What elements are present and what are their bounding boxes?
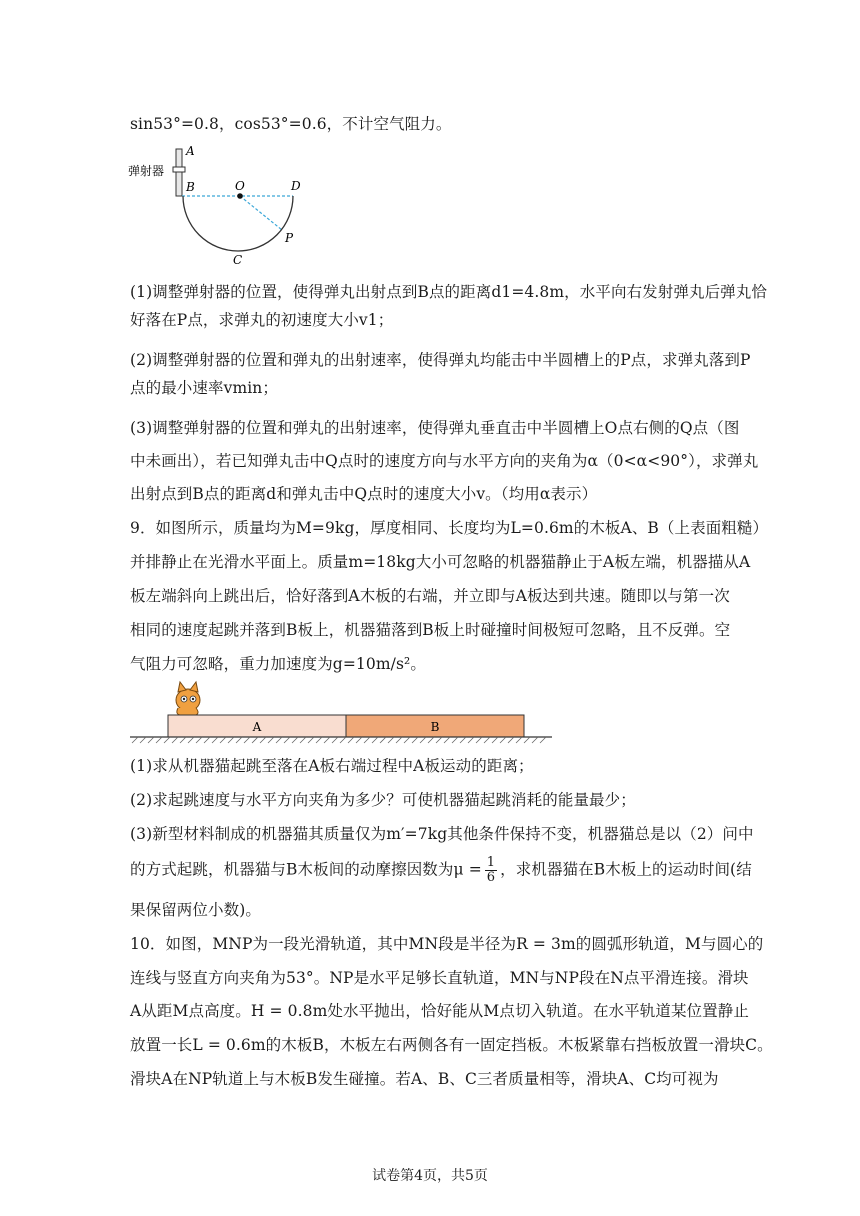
text-line: (1)求从机器猫起跳至落在A板右端过程中A板运动的距离； bbox=[130, 757, 534, 775]
fraction-numerator: 1 bbox=[486, 855, 496, 870]
page-footer: 试卷第4页，共5页 bbox=[372, 1168, 488, 1184]
text-line: 10．如图，MNP为一段光滑轨道，其中MN段是半径为R = 3m的圆弧形轨道，M与圆心的 bbox=[130, 935, 764, 953]
text-line: 好落在P点，求弹丸的初速度大小v1； bbox=[130, 311, 394, 329]
board-a-label: A bbox=[252, 720, 262, 734]
label-o: O bbox=[235, 179, 245, 193]
fraction bbox=[485, 856, 497, 885]
text-line: 点的最小速率vmin； bbox=[130, 379, 278, 397]
label-d: D bbox=[291, 179, 301, 193]
text-segment: ，求机器猫在B木板上的运动时间(结 bbox=[500, 860, 752, 879]
text-line: 气阻力可忽略，重力加速度为g=10m/s²。 bbox=[130, 655, 426, 673]
cat-icon bbox=[176, 682, 200, 715]
text-line: 9．如图所示，质量均为M=9kg，厚度相同、长度均为L=0.6m的木板A、B（上表面粗糙） bbox=[130, 519, 769, 537]
text-line: (2)调整弹射器的位置和弹丸的出射速率，使得弹丸均能击中半圆槽上的P点，求弹丸落到P bbox=[130, 351, 751, 369]
launcher-slider bbox=[173, 167, 185, 172]
text-line: (3)调整弹射器的位置和弹丸的出射速率，使得弹丸垂直击中半圆槽上O点右侧的Q点（图 bbox=[130, 419, 740, 437]
ground-hatching bbox=[132, 737, 546, 743]
fraction-denominator: 6 bbox=[486, 870, 496, 885]
label-p: P bbox=[285, 231, 294, 245]
text-line: (3)新型材料制成的机器猫其质量仅为m′=7kg其他条件保持不变，机器猫总是以（2）问中 bbox=[130, 825, 754, 843]
text-line: 出射点到B点的距离d和弹丸击中Q点时的速度大小v。（均用α表示） bbox=[130, 485, 598, 503]
semicircle-figure bbox=[128, 143, 318, 268]
text-line: 板左端斜向上跳出后，恰好落到A木板的右端，并立即与A板达到共速。随即以与第一次 bbox=[130, 587, 730, 605]
text-line: (1)调整弹射器的位置，使得弹丸出射点到B点的距离d1=4.8m，水平向右发射弹丸后弹丸恰 bbox=[130, 283, 767, 301]
semicircle-groove bbox=[183, 196, 293, 251]
label-a: A bbox=[186, 144, 195, 158]
text-line: 果保留两位小数)。 bbox=[130, 901, 261, 919]
center-point bbox=[237, 193, 243, 199]
text-line: 相同的速度起跳并落到B板上，机器猫落到B板上时碰撞时间极短可忽略，且不反弹。空 bbox=[130, 621, 731, 639]
text-line: 并排静止在光滑水平面上。质量m=18kg大小可忽略的机器猫静止于A板左端，机器描从A bbox=[130, 553, 751, 571]
boards-figure bbox=[130, 678, 555, 746]
label-b: B bbox=[186, 180, 195, 194]
text-line: sin53°=0.8，cos53°=0.6，不计空气阻力。 bbox=[130, 115, 452, 133]
text-line-with-fraction bbox=[130, 855, 752, 885]
launcher-label: 弹射器 bbox=[128, 164, 165, 178]
text-line: A从距M点高度。H = 0.8m处水平抛出，恰好能从M点切入轨道。在水平轨道某位置静止 bbox=[130, 1002, 749, 1020]
text-line: 放置一长L = 0.6m的木板B，木板左右两侧各有一固定挡板。木板紧靠右挡板放置一滑块C。 bbox=[130, 1036, 773, 1054]
text-segment: 的方式起跳，机器猫与B木板间的动摩擦因数为μ = bbox=[130, 860, 482, 879]
board-b-label: B bbox=[430, 720, 440, 734]
radius-op-line bbox=[240, 196, 282, 230]
text-line: 中未画出），若已知弹丸击中Q点时的速度方向与水平方向的夹角为α（0<α<90°），求弹丸 bbox=[130, 452, 759, 470]
text-line: 滑块A在NP轨道上与木板B发生碰撞。若A、B、C三者质量相等，滑块A、C均可视为 bbox=[130, 1070, 719, 1088]
text-line: (2)求起跳速度与水平方向夹角为多少？可使机器猫起跳消耗的能量最少； bbox=[130, 791, 636, 809]
text-line: 连线与竖直方向夹角为53°。NP是水平足够长直轨道，MN与NP段在N点平滑连接。滑块 bbox=[130, 969, 749, 987]
label-c: C bbox=[233, 253, 243, 267]
